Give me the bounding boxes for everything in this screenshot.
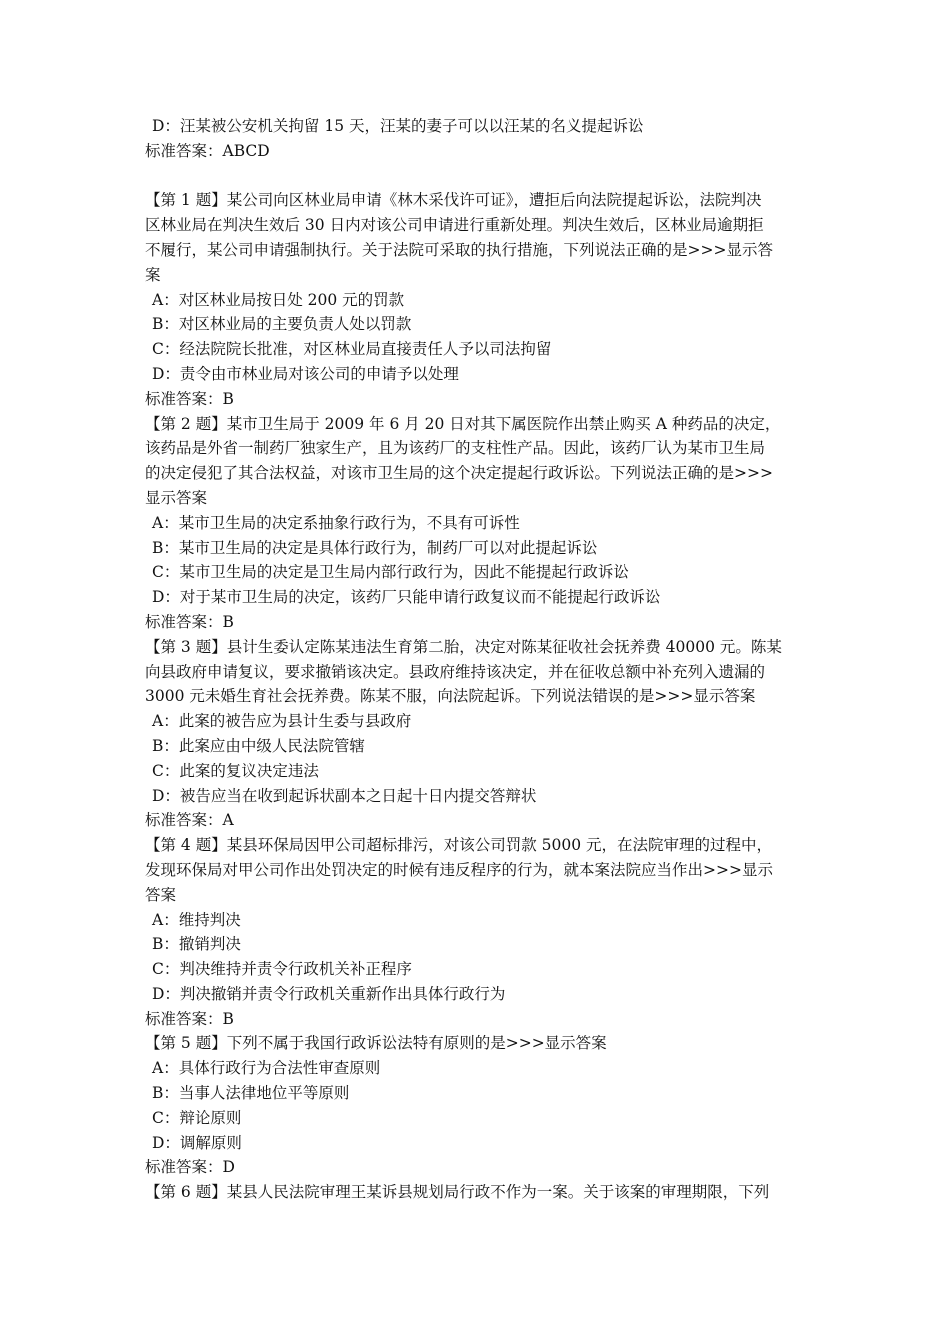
question-list — [145, 188, 811, 1205]
answer-option: D：责令由市林业局对该公司的申请予以处理 — [152, 364, 459, 383]
answer-option: D：被告应当在收到起诉状副本之日起十日内提交答辩状 — [152, 786, 537, 805]
answer-option: D：判决撤销并责令行政机关重新作出具体行政行为 — [152, 984, 506, 1003]
answer-option: B：此案应由中级人民法院管辖 — [152, 736, 365, 755]
standard-answer: 标准答案：B — [145, 389, 234, 408]
prev-question-option-d: D：汪某被公安机关拘留 15 天，汪某的妻子可以以汪某的名义提起诉讼 — [152, 117, 644, 135]
question-block — [145, 833, 811, 1031]
question-stem: 【第 2 题】某市卫生局于 2009 年 6 月 20 日对其下属医院作出禁止购买 A 种药品的决定， — [145, 414, 781, 433]
question-stem-continued: 的决定侵犯了其合法权益，对该市卫生局的这个决定提起行政诉讼。下列说法正确的是>>> — [145, 464, 773, 483]
blank-line — [145, 164, 811, 189]
question-block — [145, 188, 811, 411]
answer-option: A：此案的被告应为县计生委与县政府 — [152, 712, 412, 731]
question-stem-continued: 案 — [145, 265, 161, 284]
question-block — [145, 412, 811, 635]
standard-answer: 标准答案：D — [145, 1158, 235, 1177]
answer-label: 标准答案： — [145, 141, 223, 160]
question-block — [145, 1031, 811, 1180]
answer-option: B：当事人法律地位平等原则 — [152, 1084, 350, 1103]
question-stem-continued: 发现环保局对甲公司作出处罚决定的时候有违反程序的行为，就本案法院应当作出>>>显示 — [145, 860, 773, 879]
question-stem-continued: 不履行，某公司申请强制执行。关于法院可采取的执行措施，下列说法正确的是>>>显示答 — [145, 240, 773, 259]
answer-option: C：此案的复议决定违法 — [152, 761, 319, 780]
question-stem: 【第 4 题】某县环保局因甲公司超标排污，对该公司罚款 5000 元，在法院审理的过程中， — [145, 836, 773, 855]
question-block — [145, 635, 811, 833]
standard-answer: 标准答案：A — [145, 811, 234, 830]
answer-option: D：调解原则 — [152, 1133, 242, 1152]
answer-option: A：维持判决 — [152, 910, 241, 929]
standard-answer: 标准答案：B — [145, 612, 234, 631]
question-stem: 【第 3 题】县计生委认定陈某违法生育第二胎，决定对陈某征收社会抚养费 40000 元。陈某 — [145, 637, 782, 656]
question-stem: 【第 6 题】某县人民法院审理王某诉县规划局行政不作为一案。关于该案的审理期限，下列 — [145, 1183, 770, 1202]
answer-option: D：对于某市卫生局的决定，该药厂只能申请行政复议而不能提起行政诉讼 — [152, 588, 661, 607]
question-stem-continued: 该药品是外省一制药厂独家生产，且为该药厂的支柱性产品。因此，该药厂认为某市卫生局 — [145, 439, 766, 458]
question-stem: 【第 5 题】下列不属于我国行政诉讼法特有原则的是>>>显示答案 — [145, 1034, 607, 1053]
answer-option: B：某市卫生局的决定是具体行政行为，制药厂可以对此提起诉讼 — [152, 538, 598, 557]
answer-option: C：辩论原则 — [152, 1108, 242, 1127]
answer-option: A：具体行政行为合法性审查原则 — [152, 1059, 381, 1078]
question-stem-continued: 显示答案 — [145, 488, 208, 507]
prev-question-answer — [145, 139, 811, 164]
question-stem-continued: 3000 元未婚生育社会抚养费。陈某不服，向法院起诉。下列说法错误的是>>>显示答案 — [145, 687, 756, 706]
question-stem-continued: 答案 — [145, 885, 177, 904]
answer-option: C：经法院院长批准，对区林业局直接责任人予以司法拘留 — [152, 340, 552, 359]
document-page — [145, 114, 811, 1205]
question-stem-continued: 区林业局在判决生效后 30 日内对该公司申请进行重新处理。判决生效后，区林业局逾期拒 — [145, 216, 764, 235]
answer-option: A：对区林业局按日处 200 元的罚款 — [152, 290, 405, 309]
question-block — [145, 1180, 811, 1205]
answer-option: C：判决维持并责令行政机关补正程序 — [152, 960, 412, 979]
answer-option: C：某市卫生局的决定是卫生局内部行政行为，因此不能提起行政诉讼 — [152, 563, 629, 582]
standard-answer: 标准答案：B — [145, 1009, 234, 1028]
answer-value: ABCD — [222, 141, 270, 160]
answer-option: A：某市卫生局的决定系抽象行政行为，不具有可诉性 — [152, 513, 520, 532]
answer-option: B：撤销判决 — [152, 935, 241, 954]
question-stem-continued: 向县政府申请复议，要求撤销该决定。县政府维持该决定，并在征收总额中补充列入遗漏的 — [145, 662, 766, 681]
answer-option: B：对区林业局的主要负责人处以罚款 — [152, 315, 412, 334]
question-stem: 【第 1 题】某公司向区林业局申请《林木采伐许可证》，遭拒后向法院提起诉讼，法院判决 — [145, 191, 762, 210]
